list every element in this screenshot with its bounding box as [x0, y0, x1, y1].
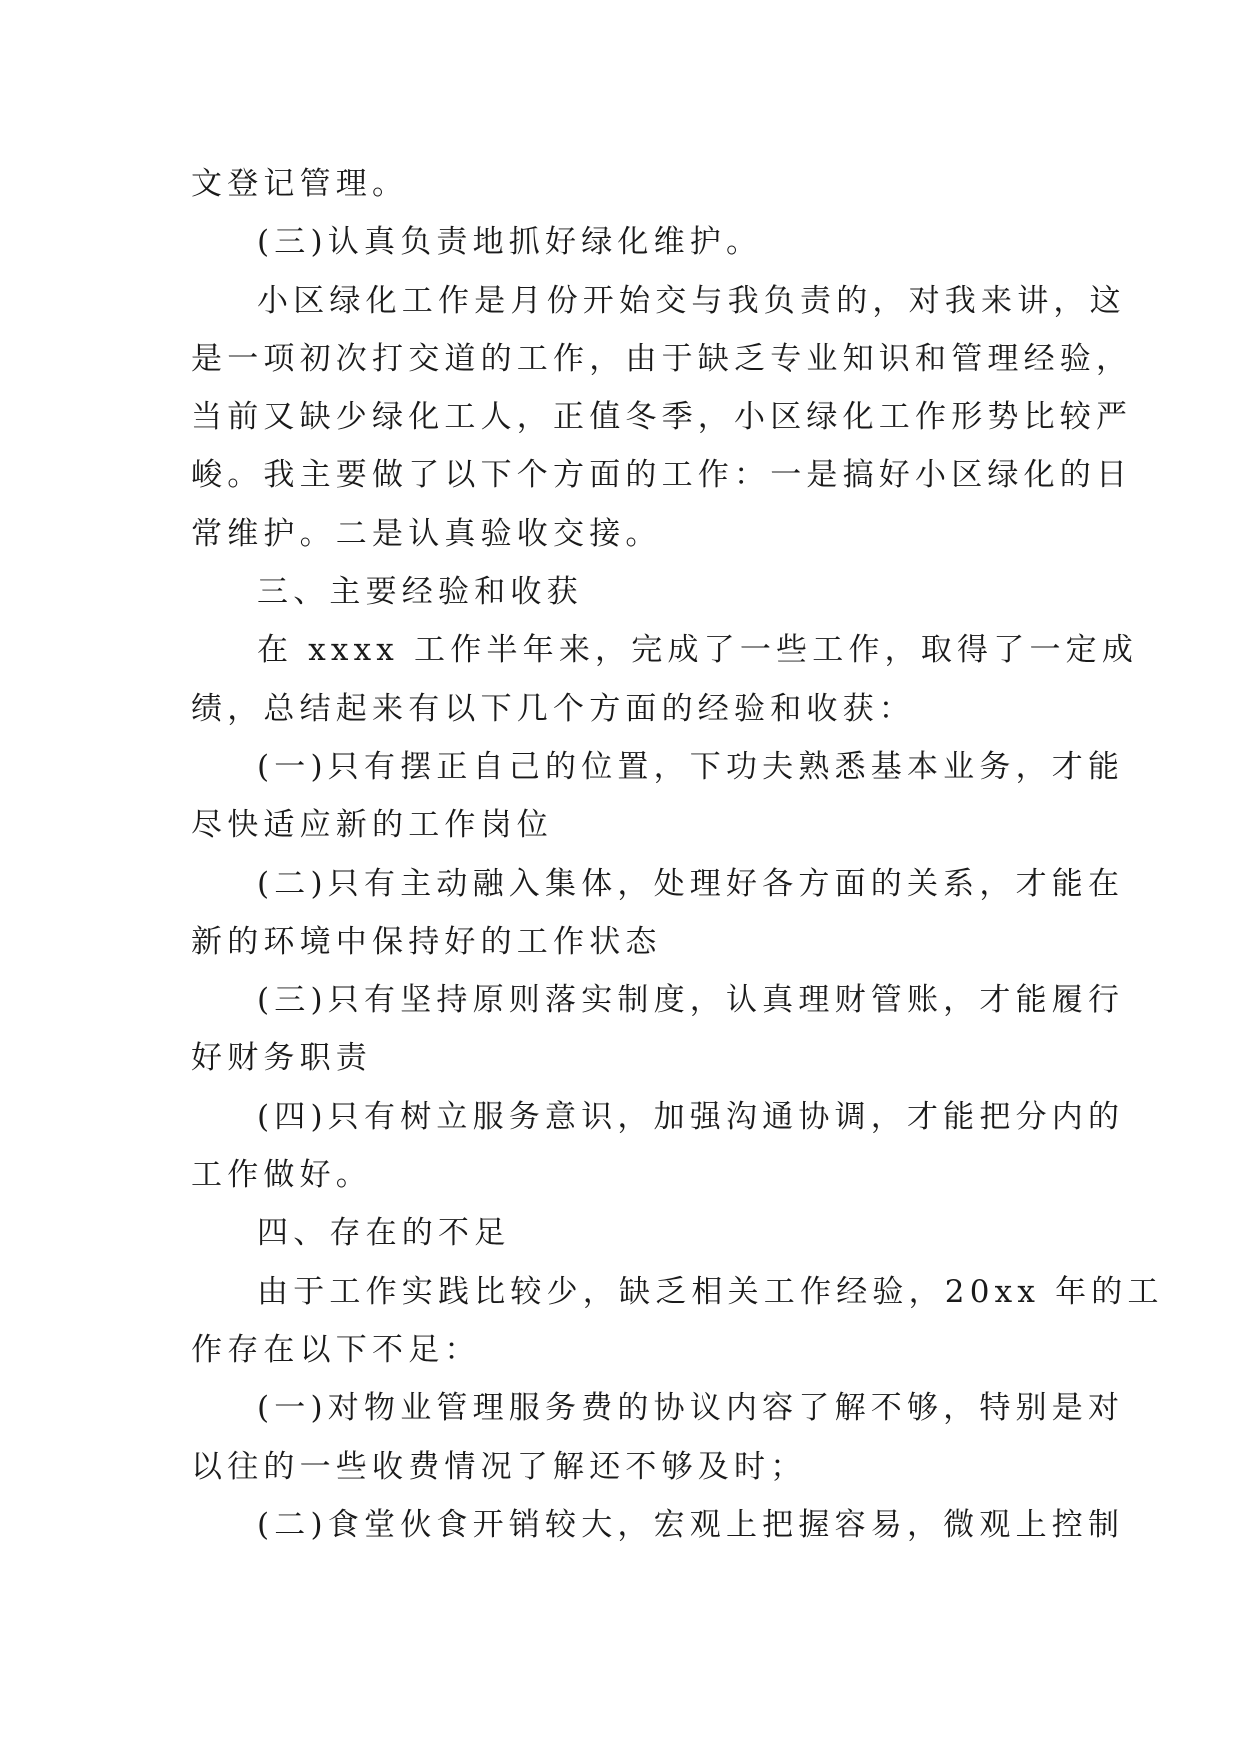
text-line: 在 xxxx 工作半年来，完成了一些工作，取得了一定成: [257, 632, 1139, 669]
text-line: 绩，总结起来有以下几个方面的经验和收获：: [191, 690, 915, 727]
text-line: (二)食堂伙食开销较大，宏观上把握容易，微观上控制: [257, 1506, 1125, 1543]
text-line: (四)只有树立服务意识，加强沟通协调，才能把分内的: [257, 1098, 1125, 1135]
text-line: 作存在以下不足：: [191, 1331, 481, 1368]
text-line: 文登记管理。: [191, 166, 409, 202]
document-body: [191, 155, 1164, 1554]
text-line: 峻。我主要做了以下个方面的工作：一是搞好小区绿化的日: [191, 457, 1133, 494]
text-line: (三)认真负责地抓好绿化维护。: [257, 224, 763, 261]
text-line: 尽快适应新的工作岗位: [191, 807, 553, 844]
text-line: 当前又缺少绿化工人，正值冬季，小区绿化工作形势比较严: [191, 399, 1133, 436]
text-line: (一)只有摆正自己的位置，下功夫熟悉基本业务，才能: [257, 748, 1125, 785]
text-line: 由于工作实践比较少，缺乏相关工作经验，20xx 年的工: [257, 1273, 1164, 1310]
text-line: 以往的一些收费情况了解还不够及时；: [191, 1448, 807, 1485]
text-line: 新的环境中保持好的工作状态: [191, 923, 662, 960]
text-line: 三、主要经验和收获: [257, 574, 583, 611]
text-line: 小区绿化工作是月份开始交与我负责的，对我来讲，这: [257, 282, 1126, 319]
text-line: (二)只有主动融入集体，处理好各方面的关系，才能在: [257, 865, 1125, 902]
text-line: 好财务职责: [191, 1040, 372, 1077]
text-line: 四、存在的不足: [257, 1215, 511, 1252]
text-line: (三)只有坚持原则落实制度，认真理财管账，才能履行: [257, 982, 1125, 1019]
text-line: 常维护。二是认真验收交接。: [191, 515, 662, 552]
text-line: 是一项初次打交道的工作，由于缺乏专业知识和管理经验，: [191, 340, 1133, 377]
text-line: (一)对物业管理服务费的协议内容了解不够，特别是对: [257, 1390, 1125, 1427]
text-line: 工作做好。: [191, 1157, 372, 1194]
